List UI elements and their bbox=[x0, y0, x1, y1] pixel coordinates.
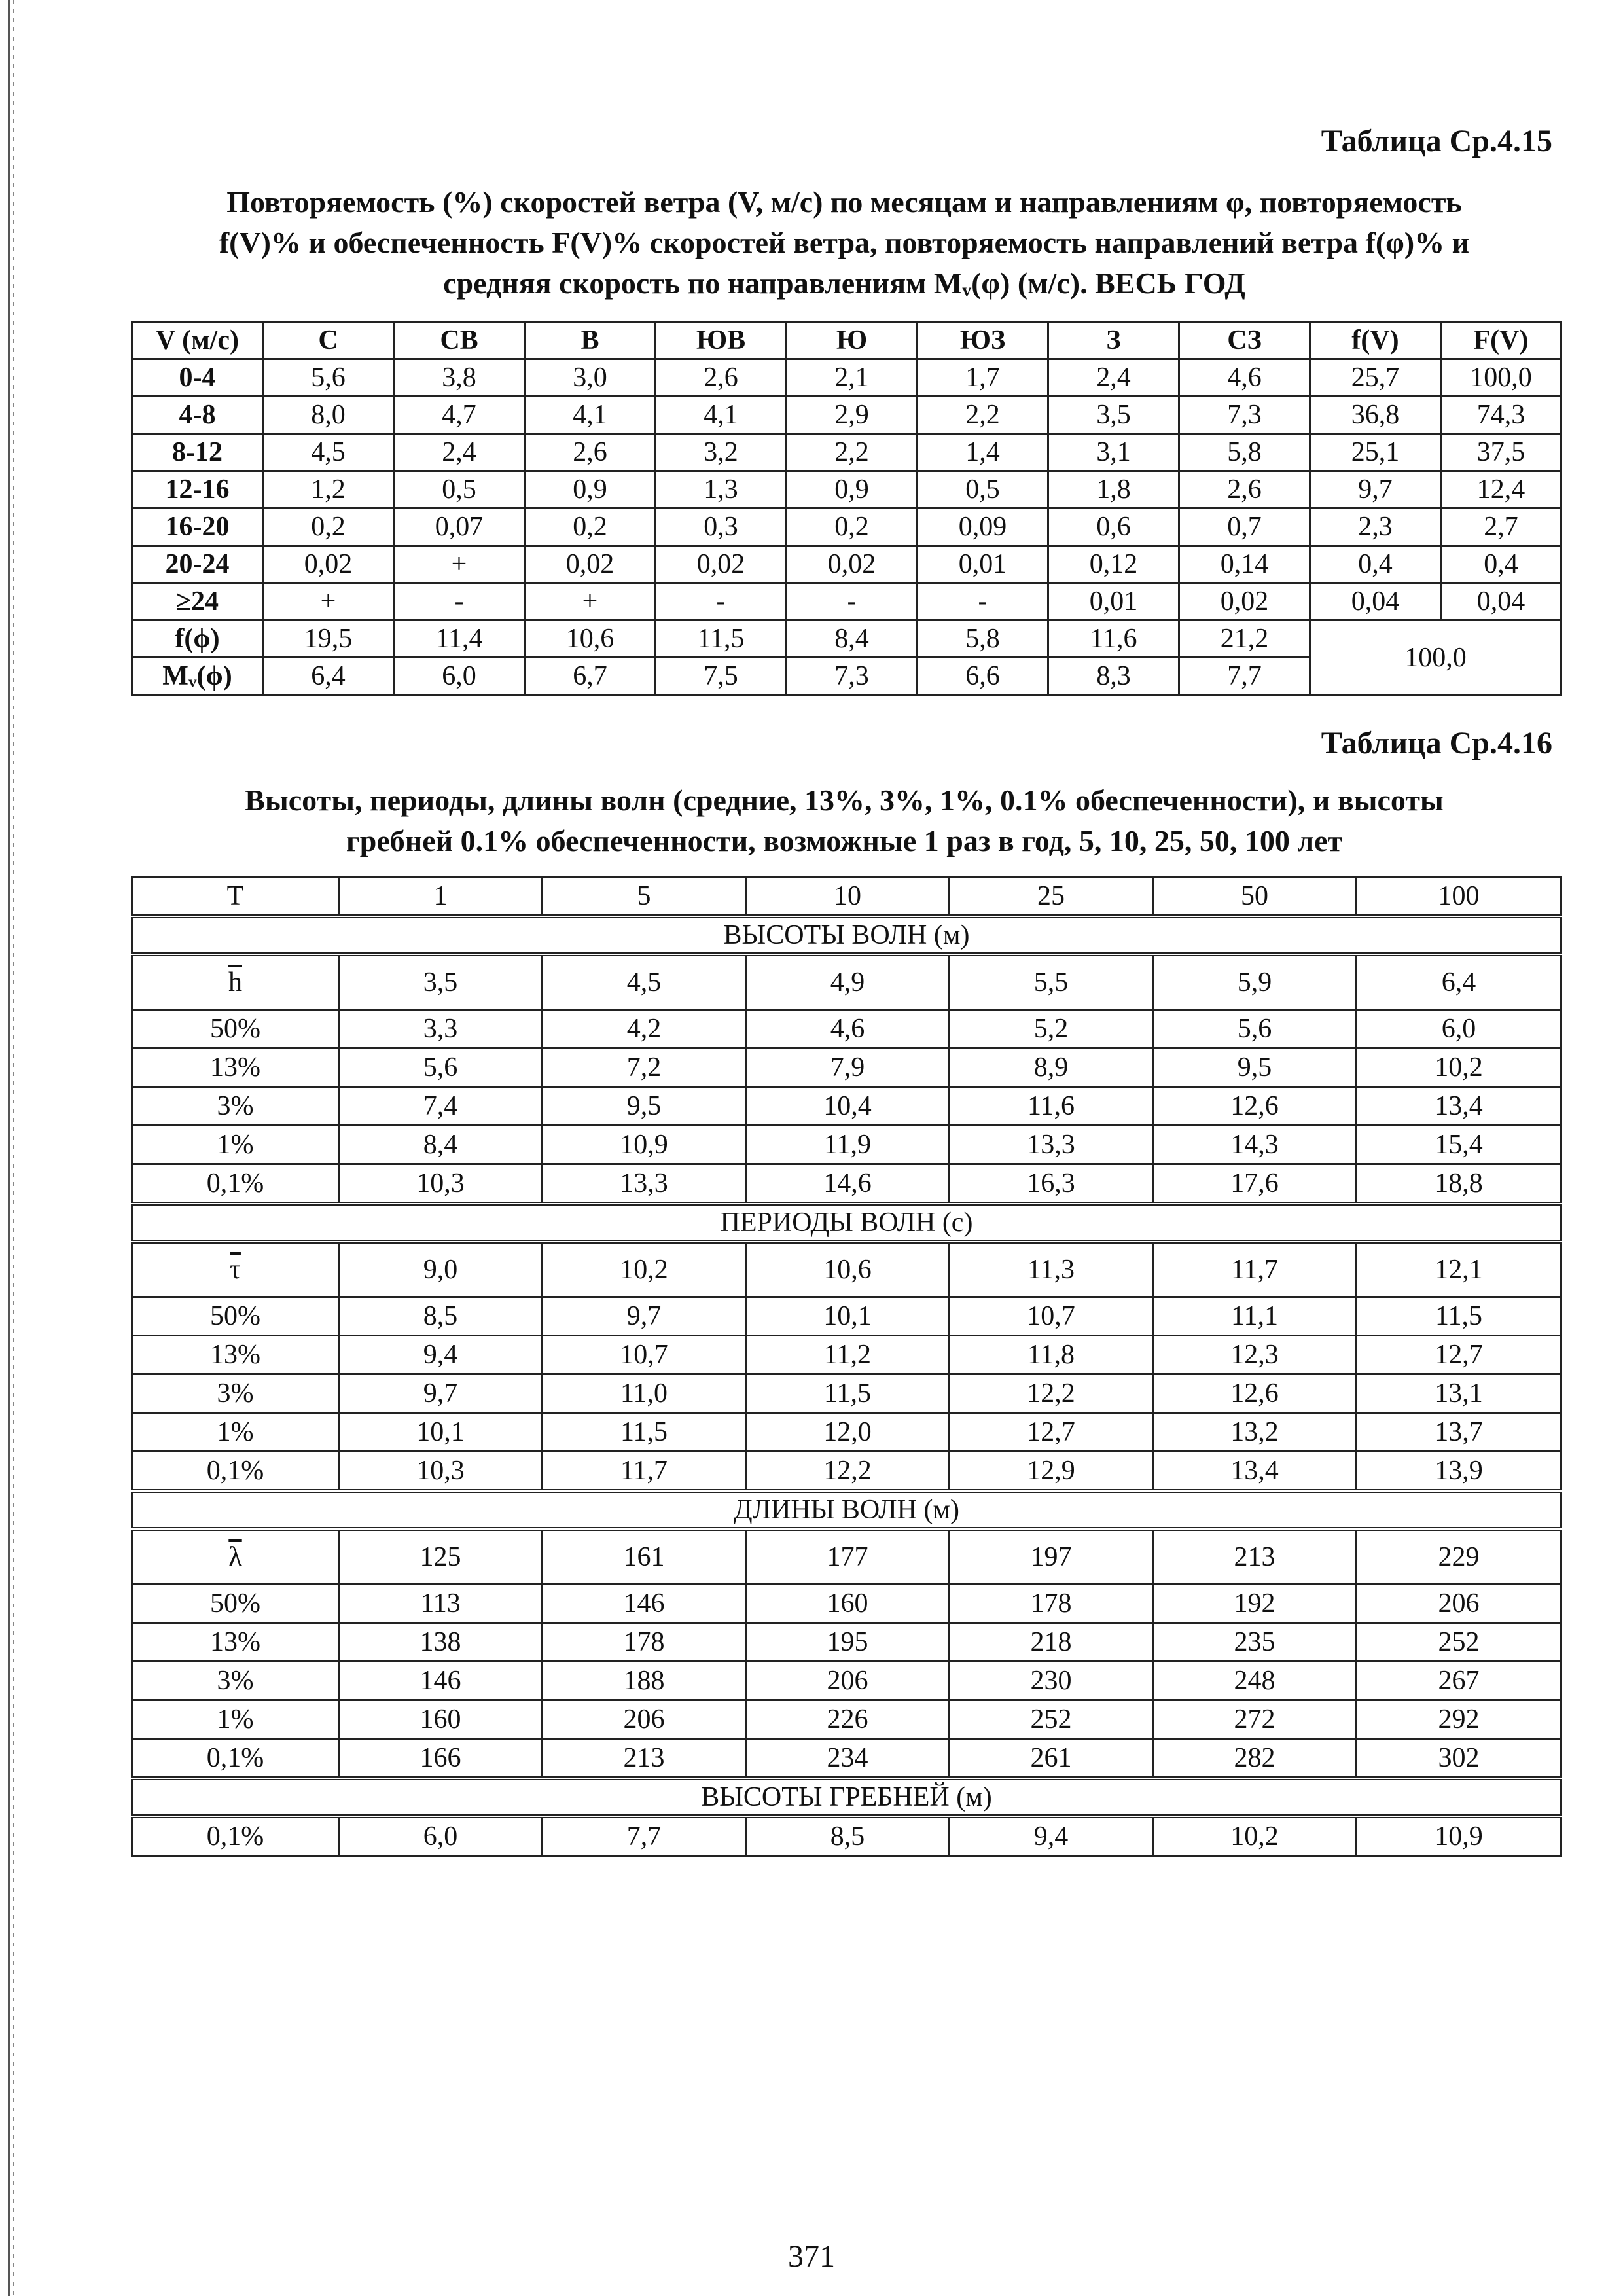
table-cell: 7,3 bbox=[1179, 397, 1310, 434]
table-cell: 6,0 bbox=[1357, 1010, 1561, 1049]
table-cell: 12,1 bbox=[1357, 1242, 1561, 1297]
table-cell: 160 bbox=[339, 1700, 543, 1739]
scan-margin-line bbox=[8, 0, 10, 2296]
table-cell: 2,4 bbox=[1048, 359, 1179, 397]
table-cell: 5,8 bbox=[918, 620, 1048, 658]
table1-title-line: Повторяемость (%) скоростей ветра (V, м/с) по месяцам и направлениям φ, повторяемость bbox=[226, 185, 1462, 219]
column-header: F(V) bbox=[1441, 322, 1561, 359]
table-cell: 12,4 bbox=[1441, 471, 1561, 509]
table-cell: 74,3 bbox=[1441, 397, 1561, 434]
table-cell: 2,2 bbox=[787, 434, 918, 471]
table-cell: 0,9 bbox=[525, 471, 656, 509]
direction-frequency-row bbox=[132, 620, 1561, 658]
table1-title bbox=[131, 182, 1558, 304]
table-cell: 0,2 bbox=[263, 509, 394, 546]
table-cell: 11,4 bbox=[394, 620, 525, 658]
row-header: 50% bbox=[132, 1297, 339, 1336]
column-header: С bbox=[263, 322, 394, 359]
column-header: ЮЗ bbox=[918, 322, 1048, 359]
section-title-row bbox=[132, 1204, 1561, 1242]
table-cell: 3,3 bbox=[339, 1010, 543, 1049]
table-cell: 11,3 bbox=[950, 1242, 1153, 1297]
table-row bbox=[132, 1336, 1561, 1374]
table-cell: 0,12 bbox=[1048, 546, 1179, 583]
table-cell: 9,7 bbox=[1310, 471, 1441, 509]
table-cell: 302 bbox=[1357, 1739, 1561, 1779]
row-header: 16-20 bbox=[132, 509, 263, 546]
table-cell: 2,9 bbox=[787, 397, 918, 434]
column-header: 100 bbox=[1357, 877, 1561, 917]
table-cell: 213 bbox=[543, 1739, 746, 1779]
table-cell: 15,4 bbox=[1357, 1126, 1561, 1164]
table-cell: 11,0 bbox=[543, 1374, 746, 1413]
table-cell: 206 bbox=[1357, 1585, 1561, 1623]
row-header: 8-12 bbox=[132, 434, 263, 471]
table-cell: - bbox=[656, 583, 787, 620]
table-cell: 13,9 bbox=[1357, 1452, 1561, 1492]
column-header: f(V) bbox=[1310, 322, 1441, 359]
row-header: 0-4 bbox=[132, 359, 263, 397]
table-cell: 0,09 bbox=[918, 509, 1048, 546]
column-header: 1 bbox=[339, 877, 543, 917]
table-cell: 2,6 bbox=[1179, 471, 1310, 509]
row-header: 50% bbox=[132, 1585, 339, 1623]
table-cell: 0,02 bbox=[1179, 583, 1310, 620]
table-cell: 10,9 bbox=[543, 1126, 746, 1164]
table-cell: 0,01 bbox=[1048, 583, 1179, 620]
table-row bbox=[132, 1010, 1561, 1049]
table2-caption: Таблица Ср.4.16 bbox=[1321, 726, 1552, 761]
table-cell: 5,6 bbox=[263, 359, 394, 397]
table-cell: 13,7 bbox=[1357, 1413, 1561, 1452]
table-cell: 11,6 bbox=[1048, 620, 1179, 658]
table-cell: 7,5 bbox=[656, 658, 787, 695]
table-row bbox=[132, 1374, 1561, 1413]
wave-parameters-table bbox=[131, 876, 1562, 1857]
table-row bbox=[132, 1662, 1561, 1700]
table-cell: 13,4 bbox=[1153, 1452, 1357, 1492]
table-row bbox=[132, 1087, 1561, 1126]
table-cell: 0,04 bbox=[1441, 583, 1561, 620]
table-cell: 11,5 bbox=[746, 1374, 950, 1413]
table-cell: 7,9 bbox=[746, 1049, 950, 1087]
table-cell: 16,3 bbox=[950, 1164, 1153, 1204]
table-row bbox=[132, 1816, 1561, 1856]
table-cell: 11,6 bbox=[950, 1087, 1153, 1126]
table-cell: 5,9 bbox=[1153, 954, 1357, 1010]
row-header: 12-16 bbox=[132, 471, 263, 509]
table-cell: 206 bbox=[746, 1662, 950, 1700]
table-row bbox=[132, 471, 1561, 509]
scan-margin-dash bbox=[13, 0, 14, 2296]
row-header: 0,1% bbox=[132, 1452, 339, 1492]
table-cell: 3,5 bbox=[1048, 397, 1179, 434]
table-cell: - bbox=[787, 583, 918, 620]
column-header: 50 bbox=[1153, 877, 1357, 917]
table-cell: 8,4 bbox=[787, 620, 918, 658]
table-cell: 2,3 bbox=[1310, 509, 1441, 546]
table-cell: 8,5 bbox=[746, 1816, 950, 1856]
table-cell: 272 bbox=[1153, 1700, 1357, 1739]
table-cell: 2,6 bbox=[525, 434, 656, 471]
table-cell: 6,6 bbox=[918, 658, 1048, 695]
table1-title-line: f(V)% и обеспеченность F(V)% скоростей ветра, повторяемость направлений ветра f(φ)% и bbox=[219, 226, 1470, 259]
column-header: ЮВ bbox=[656, 322, 787, 359]
section-title-row bbox=[132, 916, 1561, 954]
row-header: 0,1% bbox=[132, 1739, 339, 1779]
table-cell: 252 bbox=[1357, 1623, 1561, 1662]
table-cell: 8,3 bbox=[1048, 658, 1179, 695]
table-cell: 6,0 bbox=[339, 1816, 543, 1856]
table-cell: 0,6 bbox=[1048, 509, 1179, 546]
table-cell: 10,2 bbox=[1357, 1049, 1561, 1087]
column-header: СЗ bbox=[1179, 322, 1310, 359]
table-row bbox=[132, 1585, 1561, 1623]
table-cell: + bbox=[263, 583, 394, 620]
table-cell: 11,1 bbox=[1153, 1297, 1357, 1336]
row-header: 3% bbox=[132, 1087, 339, 1126]
table-header-row bbox=[132, 877, 1561, 917]
table-row bbox=[132, 1164, 1561, 1204]
row-header: 1% bbox=[132, 1700, 339, 1739]
table2-title-line: гребней 0.1% обеспеченности, возможные 1 раз в год, 5, 10, 25, 50, 100 лет bbox=[346, 824, 1343, 857]
merged-total-cell: 100,0 bbox=[1310, 620, 1561, 695]
table-cell: 8,9 bbox=[950, 1049, 1153, 1087]
table-cell: 178 bbox=[950, 1585, 1153, 1623]
table-cell: 195 bbox=[746, 1623, 950, 1662]
column-header: СВ bbox=[394, 322, 525, 359]
table-cell: 125 bbox=[339, 1529, 543, 1585]
table-cell: 6,4 bbox=[1357, 954, 1561, 1010]
table-row bbox=[132, 1700, 1561, 1739]
table-cell: 1,8 bbox=[1048, 471, 1179, 509]
table-cell: 1,4 bbox=[918, 434, 1048, 471]
table-cell: 3,2 bbox=[656, 434, 787, 471]
table-row bbox=[132, 509, 1561, 546]
table-cell: 14,3 bbox=[1153, 1126, 1357, 1164]
section-title-row bbox=[132, 1491, 1561, 1529]
table-cell: 10,7 bbox=[950, 1297, 1153, 1336]
table-cell: 197 bbox=[950, 1529, 1153, 1585]
table-cell: 0,02 bbox=[787, 546, 918, 583]
table-cell: 19,5 bbox=[263, 620, 394, 658]
table-cell: 11,7 bbox=[543, 1452, 746, 1492]
table-cell: 36,8 bbox=[1310, 397, 1441, 434]
column-header: 25 bbox=[950, 877, 1153, 917]
section-title: ПЕРИОДЫ ВОЛН (с) bbox=[132, 1204, 1561, 1242]
table-cell: 11,8 bbox=[950, 1336, 1153, 1374]
table-cell: 0,7 bbox=[1179, 509, 1310, 546]
table-cell: + bbox=[525, 583, 656, 620]
column-header: В bbox=[525, 322, 656, 359]
table1-caption: Таблица Ср.4.15 bbox=[1321, 124, 1552, 158]
table-cell: 12,7 bbox=[950, 1413, 1153, 1452]
table-cell: 292 bbox=[1357, 1700, 1561, 1739]
table-cell: 0,2 bbox=[525, 509, 656, 546]
table-cell: 3,8 bbox=[394, 359, 525, 397]
table-row bbox=[132, 359, 1561, 397]
table-cell: 9,4 bbox=[950, 1816, 1153, 1856]
row-header: 50% bbox=[132, 1010, 339, 1049]
row-header: 0,1% bbox=[132, 1164, 339, 1204]
table-cell: 13,2 bbox=[1153, 1413, 1357, 1452]
table-cell: 5,8 bbox=[1179, 434, 1310, 471]
table-cell: 7,3 bbox=[787, 658, 918, 695]
table-cell: 12,0 bbox=[746, 1413, 950, 1452]
table-cell: 4,7 bbox=[394, 397, 525, 434]
table-cell: 7,4 bbox=[339, 1087, 543, 1126]
table-cell: 10,1 bbox=[746, 1297, 950, 1336]
row-header: 0,1% bbox=[132, 1816, 339, 1856]
table-cell: 12,6 bbox=[1153, 1374, 1357, 1413]
table-cell: 4,1 bbox=[656, 397, 787, 434]
table-row bbox=[132, 546, 1561, 583]
row-header: 3% bbox=[132, 1662, 339, 1700]
table-cell: 235 bbox=[1153, 1623, 1357, 1662]
table-cell: 12,6 bbox=[1153, 1087, 1357, 1126]
row-header: 3% bbox=[132, 1374, 339, 1413]
table-row bbox=[132, 1739, 1561, 1779]
table-cell: 11,5 bbox=[1357, 1297, 1561, 1336]
table-cell: 10,7 bbox=[543, 1336, 746, 1374]
table-cell: 166 bbox=[339, 1739, 543, 1779]
row-header: 4-8 bbox=[132, 397, 263, 434]
table-cell: 206 bbox=[543, 1700, 746, 1739]
table-cell: 4,2 bbox=[543, 1010, 746, 1049]
table-cell: 12,2 bbox=[746, 1452, 950, 1492]
table-cell: 5,6 bbox=[339, 1049, 543, 1087]
table-cell: 9,4 bbox=[339, 1336, 543, 1374]
table-cell: 5,5 bbox=[950, 954, 1153, 1010]
table2-title-line: Высоты, периоды, длины волн (средние, 13%, 3%, 1%, 0.1% обеспеченности), и высоты bbox=[245, 783, 1444, 817]
table-cell: 4,6 bbox=[1179, 359, 1310, 397]
row-header: Mᵥ(ϕ) bbox=[132, 658, 263, 695]
table-cell: 13,4 bbox=[1357, 1087, 1561, 1126]
table-row bbox=[132, 954, 1561, 1010]
table-cell: 6,4 bbox=[263, 658, 394, 695]
section-title: ВЫСОТЫ ГРЕБНЕЙ (м) bbox=[132, 1778, 1561, 1816]
table-cell: 160 bbox=[746, 1585, 950, 1623]
table-cell: 138 bbox=[339, 1623, 543, 1662]
table-cell: 3,0 bbox=[525, 359, 656, 397]
table-cell: 4,1 bbox=[525, 397, 656, 434]
table-cell: 11,9 bbox=[746, 1126, 950, 1164]
table-cell: - bbox=[394, 583, 525, 620]
table-cell: 0,4 bbox=[1441, 546, 1561, 583]
table-cell: 5,6 bbox=[1153, 1010, 1357, 1049]
table-row bbox=[132, 397, 1561, 434]
table-cell: 100,0 bbox=[1441, 359, 1561, 397]
table-cell: 3,1 bbox=[1048, 434, 1179, 471]
table-cell: 13,3 bbox=[543, 1164, 746, 1204]
page-number: 371 bbox=[788, 2239, 835, 2274]
table-cell: 13,3 bbox=[950, 1126, 1153, 1164]
table-cell: 11,7 bbox=[1153, 1242, 1357, 1297]
column-header: 5 bbox=[543, 877, 746, 917]
table-cell: 10,2 bbox=[543, 1242, 746, 1297]
table-cell: 0,5 bbox=[394, 471, 525, 509]
wind-speed-table bbox=[131, 321, 1562, 696]
table-cell: 213 bbox=[1153, 1529, 1357, 1585]
table-cell: 161 bbox=[543, 1529, 746, 1585]
table-cell: 10,3 bbox=[339, 1164, 543, 1204]
table-cell: 2,1 bbox=[787, 359, 918, 397]
table-cell: 229 bbox=[1357, 1529, 1561, 1585]
row-header: 1% bbox=[132, 1126, 339, 1164]
row-header: 13% bbox=[132, 1336, 339, 1374]
table-cell: 7,7 bbox=[543, 1816, 746, 1856]
table-cell: 37,5 bbox=[1441, 434, 1561, 471]
section-title: ВЫСОТЫ ВОЛН (м) bbox=[132, 916, 1561, 954]
table-cell: 10,6 bbox=[746, 1242, 950, 1297]
table1-title-line: средняя скорость по направлениям Mᵥ(φ) (м/с). ВЕСЬ ГОД bbox=[443, 266, 1245, 300]
mean-symbol: $\overline{\tau}$ bbox=[132, 1242, 339, 1297]
table-cell: 2,6 bbox=[656, 359, 787, 397]
table-cell: 8,4 bbox=[339, 1126, 543, 1164]
column-header: V (м/с) bbox=[132, 322, 263, 359]
table-cell: 0,3 bbox=[656, 509, 787, 546]
table-cell: 14,6 bbox=[746, 1164, 950, 1204]
table-cell: 0,02 bbox=[525, 546, 656, 583]
table-cell: 0,5 bbox=[918, 471, 1048, 509]
row-header: 20-24 bbox=[132, 546, 263, 583]
table-cell: 8,5 bbox=[339, 1297, 543, 1336]
table-cell: 9,7 bbox=[543, 1297, 746, 1336]
table-cell: 252 bbox=[950, 1700, 1153, 1739]
table-cell: 25,7 bbox=[1310, 359, 1441, 397]
table-cell: 18,8 bbox=[1357, 1164, 1561, 1204]
column-header: 10 bbox=[746, 877, 950, 917]
table-cell: 1,3 bbox=[656, 471, 787, 509]
table-cell: 146 bbox=[339, 1662, 543, 1700]
table-cell: 10,1 bbox=[339, 1413, 543, 1452]
table-cell: 11,2 bbox=[746, 1336, 950, 1374]
table-cell: 11,5 bbox=[543, 1413, 746, 1452]
table-cell: 4,9 bbox=[746, 954, 950, 1010]
table-row bbox=[132, 1452, 1561, 1492]
table-cell: 261 bbox=[950, 1739, 1153, 1779]
table-cell: 7,7 bbox=[1179, 658, 1310, 695]
table-cell: 0,14 bbox=[1179, 546, 1310, 583]
table-cell: 9,5 bbox=[1153, 1049, 1357, 1087]
table-cell: 3,5 bbox=[339, 954, 543, 1010]
table-cell: 4,6 bbox=[746, 1010, 950, 1049]
table-cell: 178 bbox=[543, 1623, 746, 1662]
table-cell: 11,5 bbox=[656, 620, 787, 658]
mean-symbol: $\overline{h}$ bbox=[132, 954, 339, 1010]
table-cell: 218 bbox=[950, 1623, 1153, 1662]
row-header: ≥24 bbox=[132, 583, 263, 620]
table-cell: 21,2 bbox=[1179, 620, 1310, 658]
table-cell: 13,1 bbox=[1357, 1374, 1561, 1413]
table-cell: 192 bbox=[1153, 1585, 1357, 1623]
row-header: 1% bbox=[132, 1413, 339, 1452]
table-cell: 0,02 bbox=[263, 546, 394, 583]
row-header: 13% bbox=[132, 1049, 339, 1087]
column-header: Ю bbox=[787, 322, 918, 359]
table-cell: 0,07 bbox=[394, 509, 525, 546]
table-cell: 0,2 bbox=[787, 509, 918, 546]
table-row bbox=[132, 583, 1561, 620]
table-cell: 7,2 bbox=[543, 1049, 746, 1087]
table-cell: 0,02 bbox=[656, 546, 787, 583]
table-cell: 6,7 bbox=[525, 658, 656, 695]
table-cell: 226 bbox=[746, 1700, 950, 1739]
table-cell: 230 bbox=[950, 1662, 1153, 1700]
column-header: З bbox=[1048, 322, 1179, 359]
table-cell: 10,6 bbox=[525, 620, 656, 658]
table-cell: 9,7 bbox=[339, 1374, 543, 1413]
table-cell: 12,2 bbox=[950, 1374, 1153, 1413]
table-row bbox=[132, 1242, 1561, 1297]
table-row bbox=[132, 1126, 1561, 1164]
table-row bbox=[132, 1297, 1561, 1336]
table-cell: + bbox=[394, 546, 525, 583]
table-row bbox=[132, 1049, 1561, 1087]
table-cell: 188 bbox=[543, 1662, 746, 1700]
row-header: f(ϕ) bbox=[132, 620, 263, 658]
table2-title bbox=[131, 780, 1558, 861]
table-cell: 10,4 bbox=[746, 1087, 950, 1126]
table-row bbox=[132, 1623, 1561, 1662]
table-cell: 1,2 bbox=[263, 471, 394, 509]
table-cell: 2,4 bbox=[394, 434, 525, 471]
table-cell: 234 bbox=[746, 1739, 950, 1779]
table-cell: - bbox=[918, 583, 1048, 620]
section-title: ДЛИНЫ ВОЛН (м) bbox=[132, 1491, 1561, 1529]
mean-symbol: $\overline{\lambda}$ bbox=[132, 1529, 339, 1585]
section-title-row bbox=[132, 1778, 1561, 1816]
table-row bbox=[132, 1413, 1561, 1452]
column-header: T bbox=[132, 877, 339, 917]
table-cell: 5,2 bbox=[950, 1010, 1153, 1049]
table-cell: 10,3 bbox=[339, 1452, 543, 1492]
table-cell: 12,9 bbox=[950, 1452, 1153, 1492]
table-cell: 9,0 bbox=[339, 1242, 543, 1297]
table-cell: 267 bbox=[1357, 1662, 1561, 1700]
table-cell: 2,2 bbox=[918, 397, 1048, 434]
table-cell: 12,7 bbox=[1357, 1336, 1561, 1374]
table-cell: 25,1 bbox=[1310, 434, 1441, 471]
table-cell: 12,3 bbox=[1153, 1336, 1357, 1374]
table-cell: 177 bbox=[746, 1529, 950, 1585]
table-cell: 2,7 bbox=[1441, 509, 1561, 546]
table-row bbox=[132, 434, 1561, 471]
table-row bbox=[132, 1529, 1561, 1585]
table-header-row bbox=[132, 322, 1561, 359]
table-cell: 146 bbox=[543, 1585, 746, 1623]
table-cell: 0,04 bbox=[1310, 583, 1441, 620]
table-cell: 6,0 bbox=[394, 658, 525, 695]
table-cell: 248 bbox=[1153, 1662, 1357, 1700]
table-cell: 0,01 bbox=[918, 546, 1048, 583]
table-cell: 4,5 bbox=[263, 434, 394, 471]
table-cell: 17,6 bbox=[1153, 1164, 1357, 1204]
table-cell: 8,0 bbox=[263, 397, 394, 434]
table-cell: 0,9 bbox=[787, 471, 918, 509]
table-cell: 1,7 bbox=[918, 359, 1048, 397]
table-cell: 10,9 bbox=[1357, 1816, 1561, 1856]
table-cell: 9,5 bbox=[543, 1087, 746, 1126]
table-cell: 0,4 bbox=[1310, 546, 1441, 583]
row-header: 13% bbox=[132, 1623, 339, 1662]
table-cell: 282 bbox=[1153, 1739, 1357, 1779]
table-cell: 4,5 bbox=[543, 954, 746, 1010]
table-cell: 10,2 bbox=[1153, 1816, 1357, 1856]
table-cell: 113 bbox=[339, 1585, 543, 1623]
